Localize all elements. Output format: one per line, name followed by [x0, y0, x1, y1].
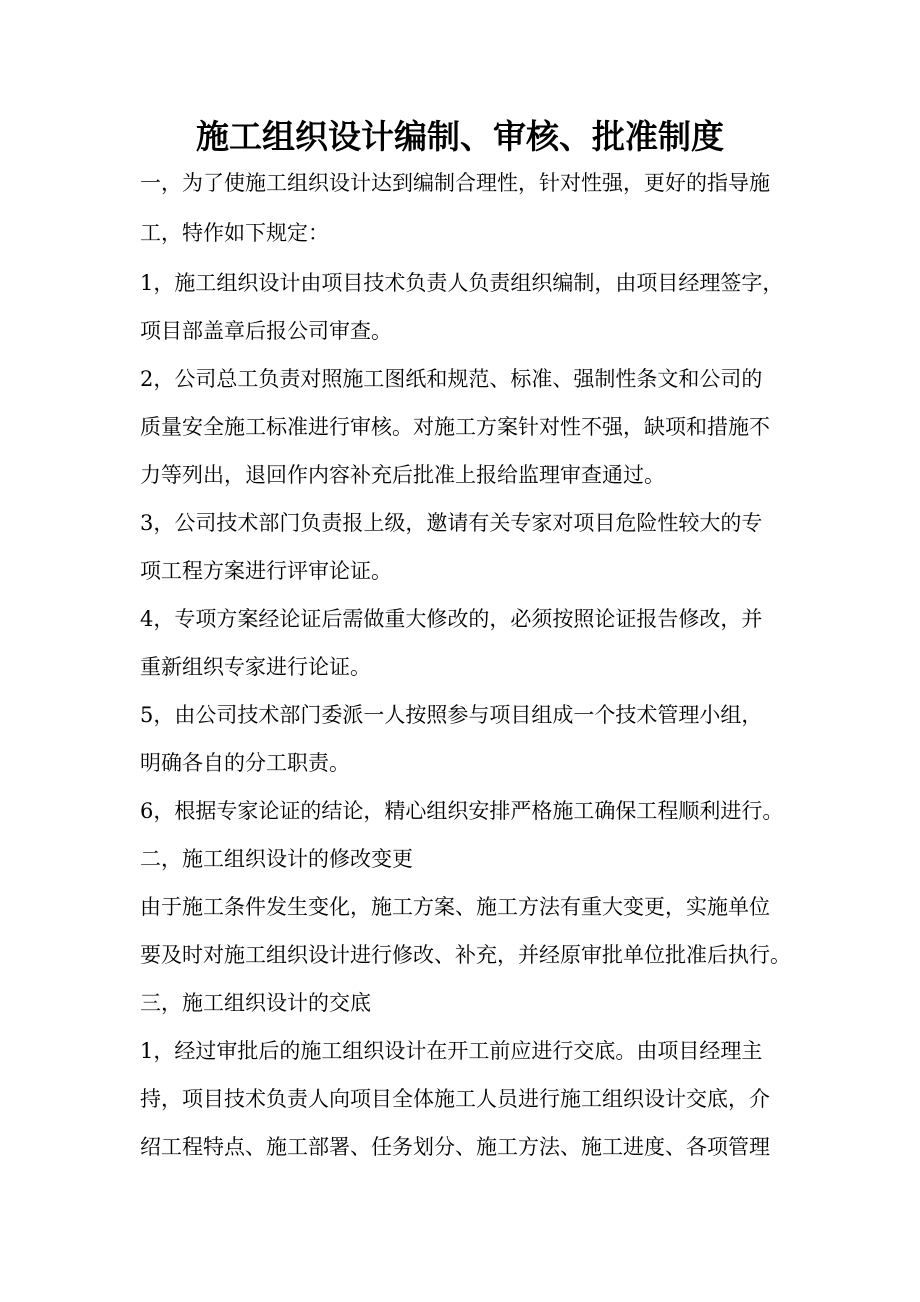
text-line: 三，施工组织设计的交底 [140, 991, 371, 1015]
text-line: 持，项目技术负责人向项目全体施工人员进行施工组织设计交底，介 [140, 1087, 770, 1111]
text-line: 由于施工条件发生变化，施工方案、施工方法有重大变更，实施单位 [140, 895, 770, 919]
text-line: 4，专项方案经论证后需做重大修改的，必须按照论证报告修改，并 [140, 607, 763, 631]
document-title: 施工组织设计编制、审核、批准制度 [196, 117, 724, 156]
text-line: 二，施工组织设计的修改变更 [140, 847, 413, 871]
text-line: 5，由公司技术部门委派一人按照参与项目组成一个技术管理小组， [140, 703, 763, 727]
text-line: 项工程方案进行评审论证。 [140, 559, 392, 583]
text-line: 1，经过审批后的施工组织设计在开工前应进行交底。由项目经理主 [140, 1039, 763, 1063]
text-line: 工，特作如下规定： [140, 221, 329, 245]
text-line: 6，根据专家论证的结论，精心组织安排严格施工确保工程顺利进行。 [140, 799, 784, 823]
text-line: 力等列出，退回作内容补充后批准上报给监理审查通过。 [140, 463, 665, 487]
text-line: 绍工程特点、施工部署、任务划分、施工方法、施工进度、各项管理 [140, 1135, 770, 1159]
text-line: 项目部盖章后报公司审查。 [140, 319, 392, 343]
text-line: 重新组织专家进行论证。 [140, 655, 371, 679]
text-line: 1，施工组织设计由项目技术负责人负责组织编制，由项目经理签字， [140, 271, 784, 295]
text-line: 一，为了使施工组织设计达到编制合理性，针对性强，更好的指导施 [140, 171, 770, 195]
text-line: 质量安全施工标准进行审核。对施工方案针对性不强，缺项和措施不 [140, 415, 770, 439]
text-line: 明确各自的分工职责。 [140, 751, 350, 775]
text-line: 2，公司总工负责对照施工图纸和规范、标准、强制性条文和公司的 [140, 367, 763, 391]
text-line: 要及时对施工组织设计进行修改、补充，并经原审批单位批准后执行。 [140, 943, 791, 967]
text-line: 3，公司技术部门负责报上级，邀请有关专家对项目危险性较大的专 [140, 511, 763, 535]
